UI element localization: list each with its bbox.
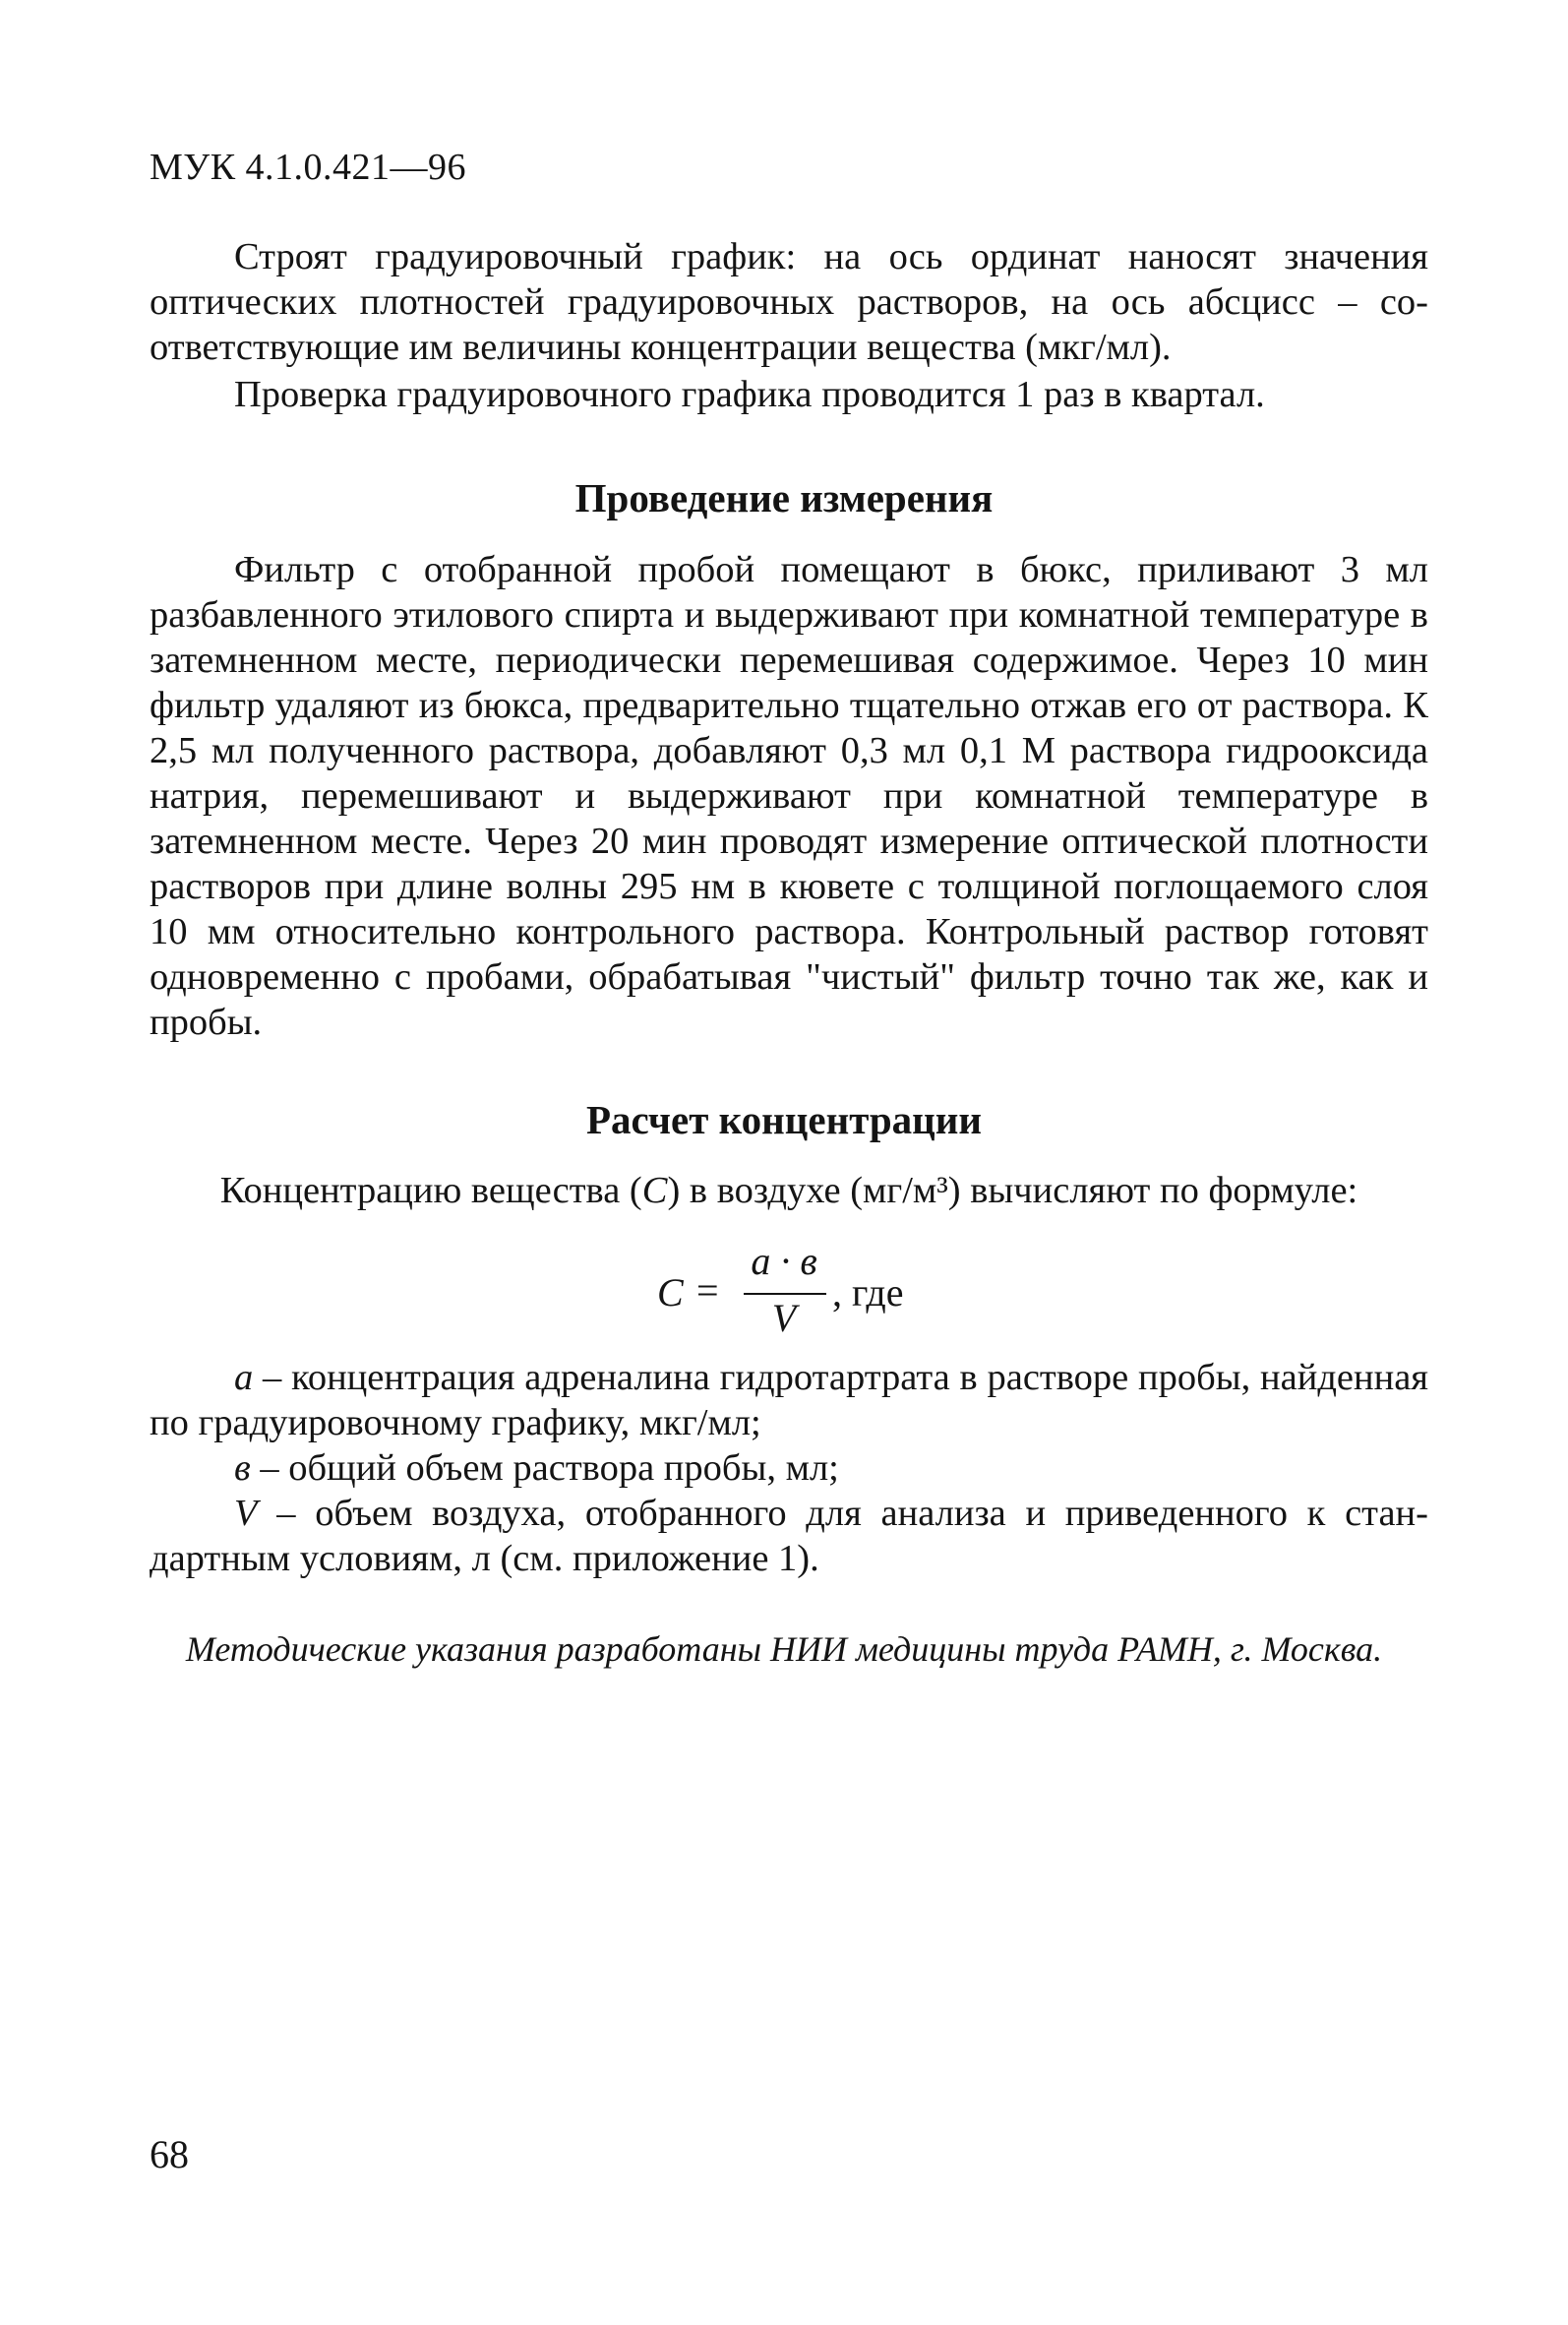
formula-intro-text-end: ) в воздухе (мг/м³) вычисляют по формуле: [667,1170,1358,1211]
definition-item [150,1491,1428,1581]
formula-lhs: С [657,1270,684,1315]
definition-symbol: в [234,1447,251,1489]
intro-section [150,234,1428,417]
formula-intro [150,1169,1428,1212]
definition-text: – общий объем раствора пробы, мл; [250,1447,839,1489]
measurement-paragraph: Фильтр с отобранной пробой помещают в бюкс, приливают 3 мл разбавленного этилового спирта и выдерживают при комнатной температуре в затемненном месте, периодически перемешивая содержимое. Через 10 мин фильтр удаляют из бюкса, предварительно тщательно отжав его от раствора. К 2,5 мл полученного раствора, добавляют 0,3 мл 0,1 М раствора гидрооксида натрия, перемешивают и выдерживают при комнатной температуре в затемненном месте. Через 20 мин проводят измерение оптической плотности растворов при длине волны 295 нм в кювете с толщиной поглощаемого слоя 10 мм относительно контрольного раствора. Контрольный раствор готовят одновременно с пробами, обрабатывая "чистый" фильтр точно так же, как и пробы. [150,549,1428,1043]
formula-where: , где [832,1270,904,1315]
definition-text: – объем воздуха, отобранного для анализа и приведенного к стандартным условиям, л (см. приложение 1). [150,1493,1428,1579]
measurement-heading: Проведение измерения [574,475,994,520]
concentration-symbol: С [641,1170,668,1211]
measurement-section [150,547,1428,1045]
developer-credit: Методические указания разработаны НИИ медицины труда РАМН, г. Москва. [185,1629,1383,1669]
page-number: 68 [150,2132,189,2176]
formula-equals: = [696,1268,719,1313]
formula-denominator: V [771,1296,797,1340]
definition-text: – концентрация адреналина гидротартрата в растворе пробы, найденная по градуировочному графику, мкг/мл; [150,1357,1428,1443]
intro-paragraph: Строят градуировочный график: на ось ординат наносят значения оптических плотностей градуировочных растворов, на ось абсцисс – соответствующие им величины концентрации вещества (мкг/мл). [150,236,1428,368]
definition-item [150,1445,1428,1491]
formula-numerator: а · в [751,1239,817,1283]
calculation-heading: Расчет концентрации [585,1097,983,1142]
formula-intro-text: Концентрацию вещества ( [219,1170,642,1211]
calibration-check-paragraph: Проверка градуировочного графика проводится 1 раз в квартал. [234,374,1265,415]
definition-symbol: V [234,1493,258,1534]
variable-definitions [150,1355,1428,1581]
definition-item [150,1355,1428,1445]
document-code: МУК 4.1.0.421—96 [150,147,467,188]
concentration-formula [657,1239,952,1340]
definition-symbol: а [234,1357,254,1398]
